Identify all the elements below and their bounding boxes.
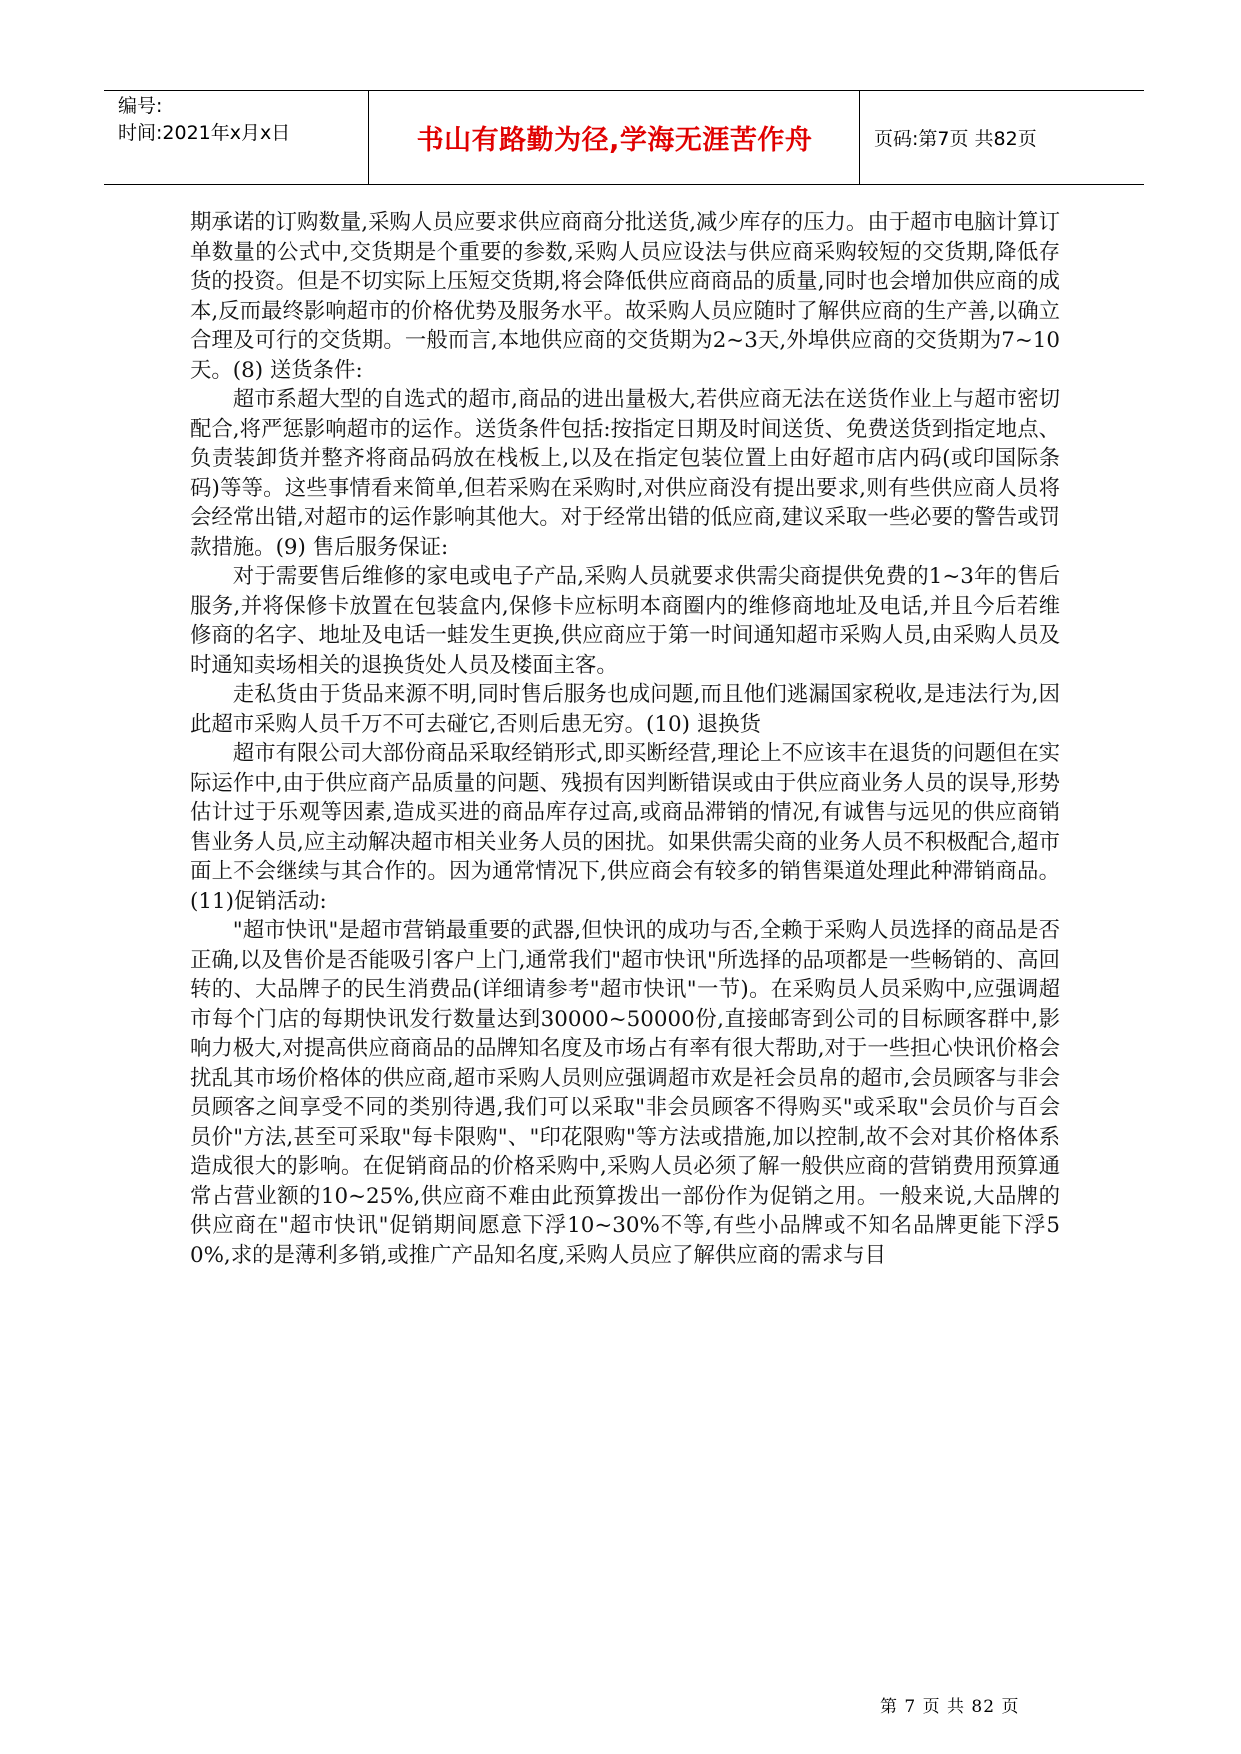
header-motto: 书山有路勤为径,学海无涯苦作舟 <box>416 125 813 156</box>
header-divider <box>859 91 860 184</box>
body-paragraph: "超市快讯"是超市营销最重要的武器,但快讯的成功与否,全赖于采购人员选择的商品是否正确,以及售价是否能吸引客户上门,通常我们"超市快讯"所选择的品项都是一些畅销的、高回转的、大品牌子的民生消费品(详细请参考"超市快讯"一节)。在采购员人员采购中,应强调超市每个门店的每期快讯发行数量达到30000~50000份,直接邮寄到公司的目标顾客群中,影响力极大,对提高供应商商品的品牌知名度及市场占有率有很大帮助,对于一些担心快讯价格会扰乱其市场价格体的供应商,超市采购人员则应强调超市欢是衽会员帛的超市,会员顾客与非会员顾客之间享受不同的类别待遇,我们可以采取"非会员顾客不得购买"或采取"会员价与百会员价"方法,甚至可采取"每卡限购"、"印花限购"等方法或措施,加以控制,故不会对其价格体系造成很大的影响。在促销商品的价格采购中,采购人员必须了解一般供应商的营销费用预算通常占营业额的10~25%,供应商不难由此预算拨出一部份作为促销之用。一般来说,大品牌的供应商在"超市快讯"促销期间愿意下浮10~30%不等,有些小品牌或不知名品牌更能下浮50%,求的是薄利多销,或推广产品知名度,采购人员应了解供应商的需求与目 <box>190 918 1060 1268</box>
header-page-number: 页码:第7页 共82页 <box>874 128 1037 150</box>
page-footer: 第 7 页 共 82 页 <box>880 1697 1020 1717</box>
document-number-label: 编号: <box>118 95 163 117</box>
body-paragraph: 走私货由于货品来源不明,同时售后服务也成问题,而且他们逃漏国家税收,是违法行为,因此超市采购人员千万不可去碰它,否则后患无穷。(10) 退换货 <box>190 682 1060 737</box>
document-time-label: 时间:2021年x月x日 <box>118 122 291 144</box>
body-paragraph: 对于需要售后维修的家电或电子产品,采购人员就要求供需尖商提供免费的1~3年的售后服务,并将保修卡放置在包装盒内,保修卡应标明本商圈内的维修商地址及电话,并且今后若维修商的名字、地址及电话一蛙发生更换,供应商应于第一时间通知超市采购人员,由采购人员及时通知卖场相关的退换货处人员及楼面主客。 <box>190 564 1060 678</box>
body-paragraph: 超市有限公司大部份商品采取经销形式,即买断经营,理论上不应该丰在退货的问题但在实际运作中,由于供应商产品质量的问题、残损有因判断错误或由于供应商业务人员的误导,形势估计过于乐观等因素,造成买进的商品库存过高,或商品滞销的情况,有诚售与远见的供应商销售业务人员,应主动解决超市相关业务人员的困扰。如果供需尖商的业务人员不积极配合,超市面上不会继续与其合作的。因为通常情况下,供应商会有较多的销售渠道处理此种滞销商品。(11)促销活动: <box>190 741 1060 914</box>
header-divider <box>368 91 369 184</box>
body-paragraph: 超市系超大型的自选式的超市,商品的进出量极大,若供应商无法在送货作业上与超市密切配合,将严惩影响超市的运作。送货条件包括:按指定日期及时间送货、免费送货到指定地点、负责装卸货并整齐将商品码放在栈板上,以及在指定包装位置上由好超市店内码(或印国际条码)等等。这些事情看来简单,但若采购在采购时,对供应商没有提出要求,则有些供应商人员将会经常出错,对超市的运作影响其他大。对于经常出错的低应商,建议采取一些必要的警告或罚款措施。(9) 售后服务保证: <box>190 387 1060 560</box>
document-body <box>190 208 1060 1270</box>
body-paragraph: 期承诺的订购数量,采购人员应要求供应商商分批送货,减少库存的压力。由于超市电脑计算订单数量的公式中,交货期是个重要的参数,采购人员应设法与供应商采购较短的交货期,降低存货的投资。但是不切实际上压短交货期,将会降低供应商商品的质量,同时也会增加供应商的成本,反而最终影响超市的价格优势及服务水平。故采购人员应随时了解供应商的生产善,以确立合理及可行的交货期。一般而言,本地供应商的交货期为2~3天,外埠供应商的交货期为7~10天。(8) 送货条件: <box>190 210 1060 383</box>
header-meta <box>118 93 368 147</box>
page-header <box>104 90 1144 185</box>
